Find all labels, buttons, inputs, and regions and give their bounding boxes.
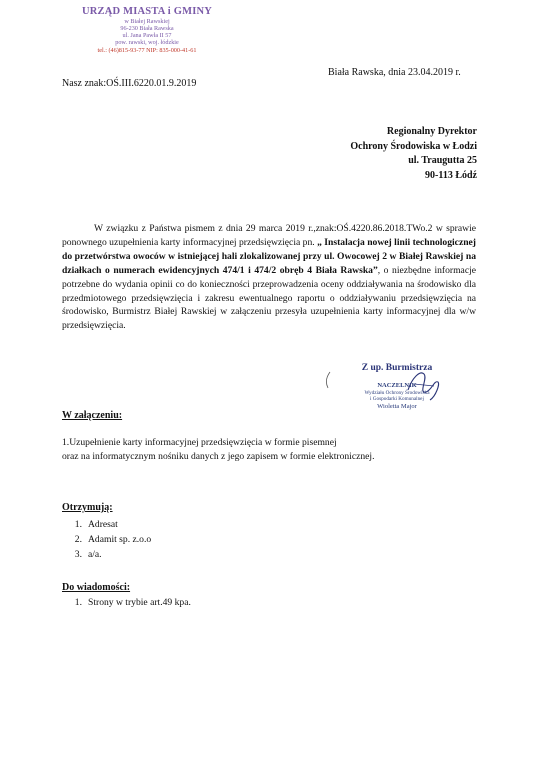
list-item: 1. Adresat xyxy=(74,519,118,530)
office-line-5: pow. rawski, woj. łódzkie xyxy=(115,39,179,47)
list-item: 2. Adamit sp. z.o.o xyxy=(74,533,152,545)
list-item: 1. Strony w trybie art.49 kpa. xyxy=(74,597,191,608)
signature-title: NACZELNIK xyxy=(377,382,417,390)
office-line-3: 96-230 Biała Rawska xyxy=(120,25,174,33)
recipient-line-3: ul. Traugutta 25 xyxy=(408,155,477,166)
recipient-line-2: Ochrony Środowiska w Łodzi xyxy=(350,140,477,152)
office-line-6: tel.: (46)815-93-77 NIP: 835-000-41-61 xyxy=(97,46,197,54)
body-paragraph xyxy=(62,222,476,333)
recipient-address xyxy=(350,125,477,183)
place-and-date: Biała Rawska, dnia 23.04.2019 r. xyxy=(328,67,461,78)
handwritten-signature-icon xyxy=(400,360,445,405)
body-project-name: „ Instalacja nowej linii technologicznej do przetwórstwa owoców w istniejącej hali zlokalizowanej przy ul. Owocowej 2 w Białej Rawskiej na działkach o numerach ewidencyjnych 474/1 i 474/2 obręb 4 Biała Rawska” xyxy=(62,236,476,276)
signature-zup: Z up. Burmistrza xyxy=(361,363,433,373)
signature-dept-2: i Gospodarki Komunalnej xyxy=(370,396,424,403)
recipient-line-4: 90-113 Łódź xyxy=(425,169,477,181)
body-part-1: W związku z Państwa pismem z dnia 29 marca 2019 r.,znak:OŚ.4220.86.2018.TWo.2 w sprawie ponownego uzupełnienia karty informacyjnej przedsięwzięcia pn. xyxy=(62,223,476,248)
office-line-4: ul. Jana Pawła II 57 xyxy=(122,32,172,40)
for-info-heading: Do wiadomości: xyxy=(62,582,131,593)
recipient-line-1: Regionalny Dyrektor xyxy=(386,126,477,137)
office-line-2: w Białej Rawskiej xyxy=(124,18,170,26)
attachment-line-1: 1.Uzupełnienie karty informacyjnej przedsięwzięcia w formie pisemnej xyxy=(62,437,337,448)
signature-dept-1: Wydziału Ochrony Środowiska xyxy=(364,390,430,397)
pen-mark-icon xyxy=(322,370,334,390)
for-info-list xyxy=(62,596,191,611)
office-header-stamp xyxy=(62,6,232,54)
letter-body xyxy=(62,222,476,333)
signature-name: Wioletta Major xyxy=(377,402,417,410)
recipients-list xyxy=(62,518,151,563)
body-part-3: , o niezbędne informacje potrzebne do wydania opinii co do konieczności przeprowadzenia oceny oddziaływania na środowisko dla przedmiotowego przedsięwzięcia i zakresu ewentualnego raportu o oddziaływaniu przedsięwzięcia na środowisko, Burmistrz Białej Rawskiej w załączeniu przesyła uzupełnienia karty informacyjnej dla w/w przedsięwzięcia. xyxy=(62,264,476,332)
list-item: 3. a/a. xyxy=(74,548,102,560)
reference-number: Nasz znak:OŚ.III.6220.01.9.2019 xyxy=(62,78,197,89)
attachments-heading: W załączeniu: xyxy=(62,410,123,421)
office-name: URZĄD MIASTA i GMINY xyxy=(81,6,213,17)
recipients-heading: Otrzymują: xyxy=(62,502,113,513)
attachments-text xyxy=(62,436,374,465)
attachment-line-2: oraz na informatycznym nośniku danych z jego zapisem w formie elektronicznej. xyxy=(62,451,375,463)
